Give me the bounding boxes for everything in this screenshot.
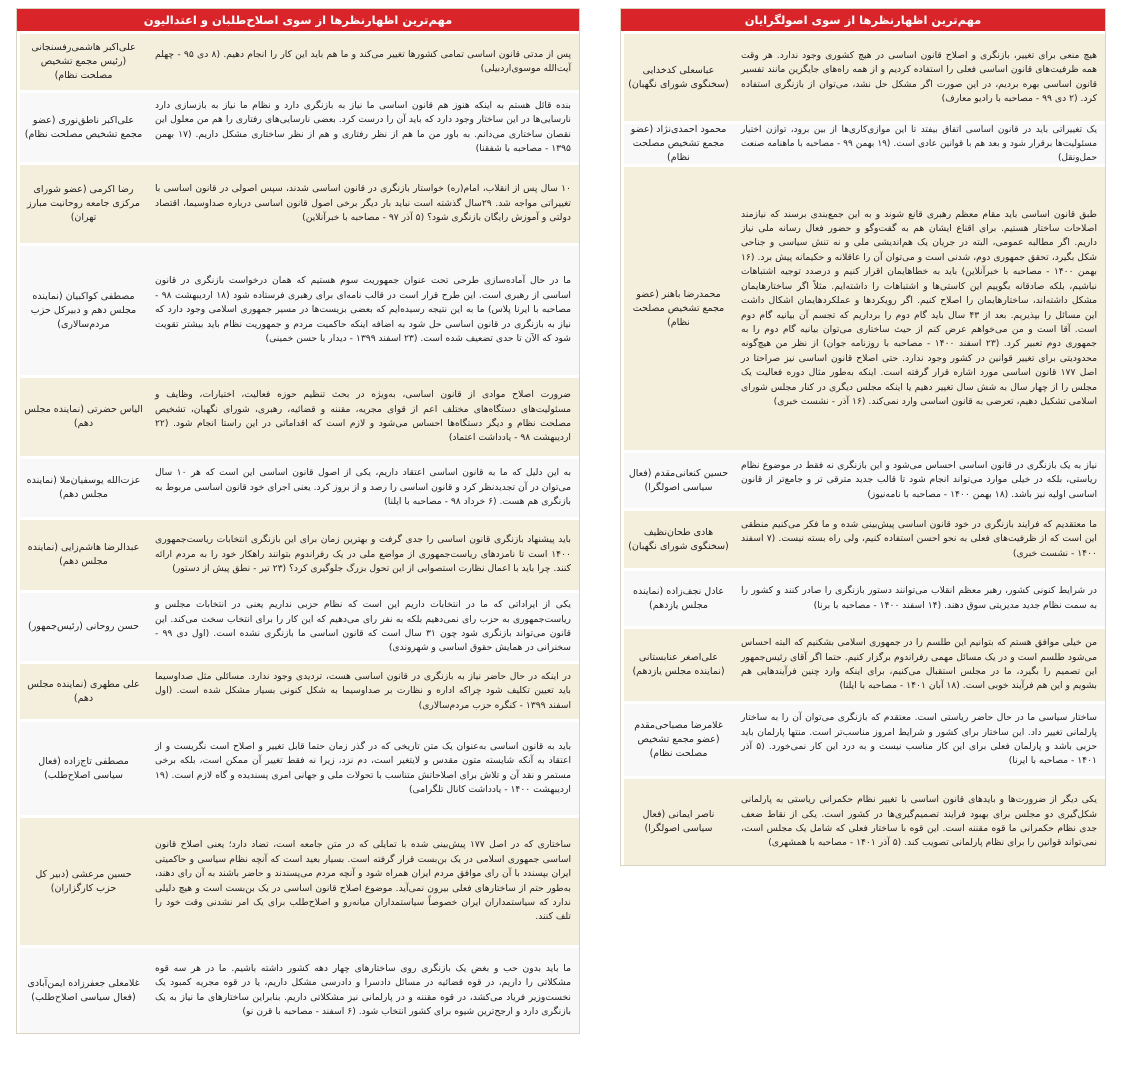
quote-text: پس از مدتی قانون اساسی تمامی کشورها تغییر می‌کند و ما هم باید این کار را انجام دهیم. (۸ دی ۹۵ - چهلم آیت‌الله موسوی‌اردبیلی) [155, 48, 572, 74]
quote-text: باید پیشنهاد بازنگری قانون اساسی را جدی گرفت و بهترین زمان برای این بازنگری انتخابات ریاست‌جمهوری ۱۴۰۰ است تا نامزدهای ریاست‌جمهوری از مواضع ملی در یک رفراندوم بتوانند راهکار خود را به مردم ارائه کنند. چرا باید با اعمال نظارت استصوابی از این تحول بزرگ جلوگیری کرد؟ (۲۳ تیر - نطق پیش از دستور) [155, 534, 571, 575]
speaker-name: عادل نجف‌زاده (نماینده مجلس یازدهم) [621, 571, 733, 626]
table-row [621, 568, 1105, 626]
table-row [621, 164, 1105, 450]
table-row [17, 162, 579, 243]
quote-text: ما باید بدون حب و بغض یک بازنگری روی ساختارهای چهار دهه کشور داشته باشیم. ما در هر سه قوه مشکلاتی را داریم، در قوه قضائیه در مسائل دادسرا و دادرسی مشکل داریم، یا در قوه مجریه کمبود یک نخست‌وزیر فریاد می‌کشد، در قوه مقننه و در پارلمانی نیز مشکلاتی داریم. بنابراین ساختارهای ما نیاز به یک بازنگری دارد و ارجح‌ترین شیوه برای کشور انتخاب شود. (۶ اسفند - مصاحبه با قرن نو) [155, 962, 571, 1017]
reformist-opinions-table [16, 8, 580, 1034]
quote-text: من خیلی موافق هستم که بتوانیم این طلسم را در جمهوری اسلامی بشکنیم که البته احساس می‌شود طلسم است و در یک مسائل مهمی رفراندوم برگزار کنیم. حتما اگر آقای رئیس‌جمهور این تصمیم را بگیرد، ما در مجلس استقبال می‌کنیم، برای اینکه وارد چنین فرآیندهایی هم بشویم و این هم فرآیند خوبی است. (۱۸ آبان ۱۴۰۱ - مصاحبه با ایلنا) [741, 637, 1097, 692]
speaker-name: علی‌اکبر ناطق‌نوری (عضو مجمع تشخیص مصلحت نظام) [17, 93, 147, 162]
quote-text: به این دلیل که ما به قانون اساسی اعتقاد داریم، یکی از اصول قانون اساسی این است که هر ۱۰ سال می‌توان در آن تجدیدنظر کرد و قانون اساسی را رصد و از بروز کرد. یعنی اجرای خود قانون اساسی مربوط به بازنگری هم هست. (۶ خرداد ۹۸ - مصاحبه با ایلنا) [155, 467, 572, 508]
speaker-name: محمود احمدی‌نژاد (عضو مجمع تشخیص مصلحت نظام) [621, 124, 733, 164]
speaker-name: مصطفی کواکبیان (نماینده مجلس دهم و دبیرکل حزب مردم‌سالاری) [17, 246, 147, 375]
quote-text: ساختار سیاسی ما در حال حاضر ریاستی است. معتقدم که بازنگری می‌توان آن را به ساختار پارلمانی تغییر داد. این ساختار برای کشور و شرایط امروز مناسب‌تر است. منتها پارلمان باید حزبی باشد و پارلمان فعلی برای این کار مناسب نیست و به درد این کار نمی‌خورد. (۵ آذر ۱۴۰۱ - مصاحبه با ایرنا) [741, 712, 1097, 767]
table-row [621, 121, 1105, 164]
quote-text: بنده قائل هستم به اینکه هنوز هم قانون اساسی ما نیاز به بازنگری دارد و نظام ما نیاز به بازسازی دارد نارسایی‌ها در این ساختار وجود دارد که باید آن را درست کرد. بعضی نارسایی‌های رفتاری را هم من معلول این نقصان ساختاری می‌دانم. به باور من ما هم از نظر رفتاری و هم از نظر ساختاری مشکل داریم. (۱۷ بهمن ۱۳۹۵ - مصاحبه با شفقنا) [155, 99, 571, 154]
quote-text: در شرایط کنونی کشور، رهبر معظم انقلاب می‌توانند دستور بازنگری را صادر کنند و کشور را به سمت نظام جدید مدیریتی سوق دهند. (۱۴ اسفند ۱۴۰۰ - مصاحبه با برنا) [741, 585, 1097, 611]
table-row [621, 626, 1105, 701]
principlist-table-title: مهم‌ترین اظهارنظرها از سوی اصولگرایان [621, 9, 1105, 31]
speaker-name: رضا اکرمی (عضو شورای مرکزی جامعه روحانیت مبارز تهران) [17, 165, 147, 243]
quote-text: طبق قانون اساسی باید مقام معظم رهبری قانع شوند و به این جمع‌بندی برسند که نیازمند اصلاحات ساختار هستیم. برای اقناع ایشان هم به گفت‌وگو و حضور فعال رسانه ملی نیاز داریم. اگر مطالبه عمومی، البته در جریان یک هم‌اندیشی ملی و نه تنش سیاسی و جناحی شکل بگیرد، تحقق جمهوری دوم، شدنی است و می‌توان آن را عاقلانه و حکیمانه پیش برد. (۱۶ بهمن ۱۴۰۰ - مصاحبه با خبرآنلاین) باید به خطاهایمان اقرار کنیم و درصدد توجیه اشتباهات نباشیم، بلکه صادقانه بگوییم این کاستی‌ها و اشتباهات را داشته‌ایم. مثلاً اگر ساختارهایمان مشکل داشته‌اند، ساختارهایمان را اصلاح کنیم. اگر رویکردها و عملکردهایمان اشکال داشت این مسائل را بپذیریم. بعد از ۴۳ سال باید گام دوم را برداریم که تجسم آن بیانیه گام دوم است. آقا است و من می‌خواهم عرض کنم از حیث ساختاری می‌توان بیانیه گام دوم را به جمهوری دوم تعبیر کرد. (۲۳ اسفند ۱۴۰۰ - مصاحبه با روزنامه جوان) از نظر من هیچ‌گونه محدودیتی برای تغییر قوانین در کشور وجود ندارد. حتی اصلاح قانون اساسی نیز صراحتا در اصل ۱۷۷ قانون اساسی مورد اشاره قرار گرفته است. اینکه به‌طور مثال دوره فعالیت یک مجلس را از چهار سال به شش سال تغییر دهیم یا اینکه مجلس دیگری در کنار مجلس شورای اسلامی تشکیل دهیم، تعرضی به قانون اساسی وارد نمی‌کند. (۱۶ آذر - نشست خبری) [741, 208, 1098, 407]
table-row [621, 508, 1105, 568]
quote-text: ما معتقدیم که فرایند بازنگری در خود قانون اساسی پیش‌بینی شده و ما فکر می‌کنیم منطقی این است که از ظرفیت‌های فعلی به نحو احسن استفاده کنیم، ولی راه بسته نیست. (۷ اسفند ۱۴۰۰ - نشست خبری) [741, 518, 1097, 559]
speaker-name: الیاس حضرتی (نماینده مجلس دهم) [17, 378, 147, 456]
quote-text: ما در حال آماده‌سازی طرحی تحت عنوان جمهوریت سوم هستیم که همان درخواست بازنگری در قانون اساسی از رهبری است. این طرح قرار است در قالب نامه‌ای برای رهبری فرستاده شود (۱۸ اردیبهشت ۹۸ - مصاحبه با ایرنا پلاس) ما به این نتیجه رسیده‌ایم که بعضی بزیست‌ها در مسیر جمهوری اسلامی وجود دارد که نیاز به بازنگری در قانون اساسی حل شود به اضافه اینکه حاکمیت مردم و جمهوریت نظام باید بیشتر تقویت شود که الآن تا حدی تضعیف شده است. (۲۳ اسفند ۱۳۹۹ - دیدار با حسن خمینی) [155, 275, 571, 345]
quote-text: باید به قانون اساسی به‌عنوان یک متن تاریخی که در گذر زمان حتما قابل تغییر و اصلاح است نگریست و از اعتقاد به آنکه شایسته متون مقدس و لایتغیر است، دم نزد، زیرا نه فقط تغییر آن ممکن است، بلکه برخی مستمر و نقد آن و تلاش برای اصلاحاتش متناسب با تحولات ملی و جهانی امری پسندیده و گاه لازم است. (۱۹ اردیبهشت ۱۴۰۰ - یادداشت کانال تلگرامی) [155, 740, 571, 795]
table-row [621, 776, 1105, 865]
speaker-name: مصطفی تاج‌زاده (فعال سیاسی اصلاح‌طلب) [17, 722, 147, 815]
quote-text: در اینکه در حال حاضر نیاز به بازنگری در قانون اساسی هست، تردیدی وجود ندارد. مسائلی مثل صداوسیما باید تعیین تکلیف شود چراکه اداره و نظارت بر صداوسیما به شکل کنونی بسیار مشکل شده است. (اول اسفند ۱۳۹۹ - کنگره حزب مردم‌سالاری) [155, 670, 571, 711]
table-row [17, 456, 579, 517]
quote-text: ۱۰ سال پس از انقلاب، امام(ره) خواستار بازنگری در قانون اساسی شدند، سپس اصولی در قانون اساسی با تغییراتی مواجه شد. ۲۹سال گذشته است نباید بار دیگر برخی اصول قانون اساسی درباره صداوسیما، اقتصاد دولتی و آموزش رایگان بازنگری شود؟ (۵ آذر ۹۷ - مصاحبه با خبرآنلاین) [155, 183, 571, 224]
principlist-opinions-table [620, 8, 1106, 866]
quote-text: یکی دیگر از ضرورت‌ها و بایدهای قانون اساسی با تغییر نظام حکمرانی ریاستی به پارلمانی شکل‌گیری دو مجلس برای بهبود فرایند تصمیم‌گیری‌ها در کشور است. یکی از نقاط ضعف جدی نظام حکمرانی ما قوه مقننه است. این قوه با ساختار فعلی که شامل یک مجلس است، نمی‌تواند قوانین را برای نظام پارلمانی تصویب کند. (۵ آذر ۱۴۰۱ - مصاحبه با همشهری) [741, 794, 1097, 849]
quote-text: هیچ منعی برای تغییر، بازنگری و اصلاح قانون اساسی در هیچ کشوری وجود ندارد. هر وقت همه ظرفیت‌های قانون اساسی فعلی را استفاده کردیم و از همه راه‌های جایگزین مانند تفسیر قانون اساسی بهره بردیم، در این صورت اگر مشکل حل نشد، می‌توان از بازنگری استفاده کرد. (۲ دی ۹۹ - مصاحبه با رادیو معارف) [741, 49, 1097, 104]
speaker-name: حسن روحانی (رئیس‌جمهور) [17, 593, 147, 661]
speaker-name: عباسعلی کدخدایی (سخنگوی شورای نگهبان) [621, 34, 733, 121]
quote-text: ضرورت اصلاح موادی از قانون اساسی، به‌ویژه در بحث تنظیم حوزه فعالیت، اختیارات، وظایف و مسئولیت‌های دستگاه‌های مختلف اعم از قوای مجریه، مقننه و قضائیه، رهبری، شورای نگهبان، تشخیص مصلحت نظام و دیگر دستگاه‌ها احساس می‌شود و لازم است که اقداماتی در این راستا انجام شود. (۲۲ اردیبهشت ۹۸ - یادداشت اعتماد) [155, 389, 571, 444]
table-row [17, 375, 579, 456]
quote-text: ساختاری که در اصل ۱۷۷ پیش‌بینی شده با تمایلی که در متن جامعه است، تضاد دارد؛ یعنی اصلاح قانون اساسی جمهوری اسلامی در یک بن‌بست قرار گرفته است. بسیار بعید است که آنچه نظام سیاسی و حاکمیتی ایران بپسندد با آن رای موافق مردم ایران همراه شود و آنچه مردم می‌پسندند و حاضر باشند به آن رای دهند، به‌طور حتم از ساختارهای فعلی بیرون نمی‌آید. موضوع اصلاح قانون اساسی در یک بن‌بست است و هیچ دلیلی ندارد که سیاستمداران ایران خصوصاً سیاستمداران میانه‌رو و اصلاح‌طلب برای یک امر نشدنی وقت خود را تلف کنند. [155, 839, 571, 923]
table-row [17, 719, 579, 815]
table-row [17, 90, 579, 162]
speaker-name: علی مطهری (نماینده مجلس دهم) [17, 664, 147, 719]
table-row [621, 450, 1105, 508]
reformist-table-title: مهم‌ترین اظهارنظرها از سوی اصلاح‌طلبان و اعتدالیون [17, 9, 579, 31]
speaker-name: علی‌اصغر عنابستانی (نماینده مجلس یازدهم) [621, 629, 733, 701]
speaker-name: عزت‌الله یوسفیان‌ملا (نماینده مجلس دهم) [17, 459, 147, 517]
table-row [17, 815, 579, 945]
quote-text: یک تغییراتی باید در قانون اساسی اتفاق بیفتد تا این موازی‌کاری‌ها از بین برود، توازن اختیار مسئولیت‌ها برقرار شود و بعد هم با قوانین عادی است. (۱۹ بهمن ۹۹ - مصاحبه با ماهنامه صنعت حمل‌ونقل) [741, 124, 1097, 164]
quote-text: یکی از ایراداتی که ما در انتخابات داریم این است که نظام حزبی نداریم یعنی در انتخابات مجلس و ریاست‌جمهوری به حزب رای نمی‌دهیم بلکه به نفر رای می‌دهیم که این کار را برای انتخاب سخت می‌کند. این قانون می‌تواند بازنگری شود چون ۳۱ سال است که قانون اساسی ما بازنگری نشده است. (اول دی ۹۹ - سخنرانی در همایش حقوق اساسی و شهروندی) [155, 599, 571, 654]
speaker-name: حسین مرعشی (دبیر کل حزب کارگزاران) [17, 818, 147, 945]
table-row [17, 661, 579, 719]
speaker-name: ناصر ایمانی (فعال سیاسی اصولگرا) [621, 779, 733, 865]
table-row [17, 31, 579, 90]
table-row [621, 31, 1105, 121]
quote-text: نیاز به یک بازنگری در قانون اساسی احساس می‌شود و این بازنگری نه فقط در موضوع نظام ریاستی، بلکه در خیلی موارد می‌تواند انجام شود تا قالب جدید مترقی تر و جامع‌تر از قانون اساسی اولیه نیز باشد. (۱۸ بهمن ۱۴۰۰ - مصاحبه با نامه‌نیوز) [741, 459, 1097, 500]
table-row [17, 945, 579, 1033]
speaker-name: هادی طحان‌نظیف (سخنگوی شورای نگهبان) [621, 511, 733, 568]
speaker-name: غلامرضا مصباحی‌مقدم (عضو مجمع تشخیص مصلحت نظام) [621, 704, 733, 776]
table-row [17, 590, 579, 661]
table-row [17, 243, 579, 375]
speaker-name: حسین کنعانی‌مقدم (فعال سیاسی اصولگرا) [621, 453, 733, 508]
speaker-name: عبدالرضا هاشم‌زایی (نماینده مجلس دهم) [17, 520, 147, 590]
table-row [17, 517, 579, 590]
speaker-name: علی‌اکبر هاشمی‌رفسنجانی (رئیس مجمع تشخیص مصلحت نظام) [17, 34, 147, 90]
speaker-name: محمدرضا باهنر (عضو مجمع تشخیص مصلحت نظام) [621, 167, 733, 450]
speaker-name: غلامعلی جعفرزاده ایمن‌آبادی (فعال سیاسی اصلاح‌طلب) [17, 948, 147, 1033]
table-row [621, 701, 1105, 776]
